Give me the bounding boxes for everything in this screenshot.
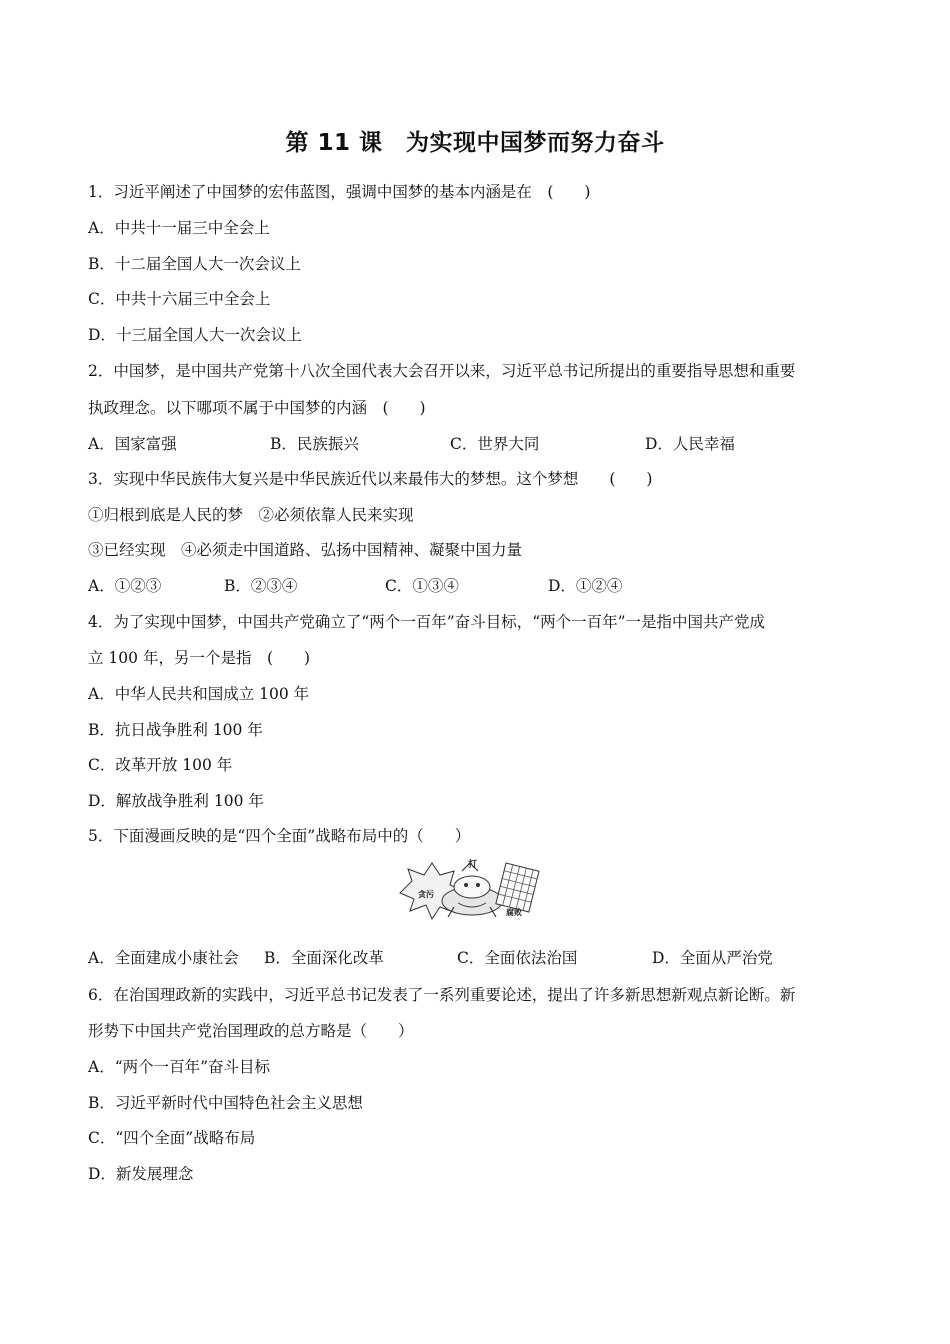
q4-stem-line1: 4．为了实现中国梦，中国共产党确立了“两个一百年”奋斗目标，“两个一百年”一是指中国共产党成 — [88, 613, 766, 631]
q1-option-c: C．中共十六届三中全会上 — [88, 290, 271, 308]
q5-option-c: C．全面依法治国 — [457, 949, 578, 967]
cartoon-label-left: 贪污 — [418, 890, 434, 899]
cartoon-label-right: 腐败 — [506, 908, 522, 917]
anti-corruption-cartoon — [398, 857, 550, 925]
q1-stem: 1．习近平阐述了中国梦的宏伟蓝图，强调中国梦的基本内涵是在 ( ) — [88, 183, 591, 201]
q1-option-b: B．十二届全国人大一次会议上 — [88, 255, 301, 273]
page-title: 第 11 课 为实现中国梦而努力奋斗 — [285, 130, 665, 156]
q4-option-d: D．解放战争胜利 100 年 — [88, 792, 264, 810]
q3-statement-2: ③已经实现 ④必须走中国道路、弘扬中国精神、凝聚中国力量 — [88, 541, 523, 559]
q2-option-a: A．国家富强 — [88, 435, 177, 453]
q6-option-a: A．“两个一百年”奋斗目标 — [88, 1058, 271, 1076]
q3-option-b: B．②③④ — [224, 577, 298, 595]
q3-option-c: C．①③④ — [385, 577, 459, 595]
q2-option-c: C．世界大同 — [450, 435, 540, 453]
q6-stem-line1: 6．在治国理政新的实践中，习近平总书记发表了一系列重要论述，提出了许多新思想新观点新论断。新 — [88, 986, 796, 1004]
cartoon-label-top: 打 — [468, 860, 478, 870]
q3-stem: 3．实现中华民族伟大复兴是中华民族近代以来最伟大的梦想。这个梦想 ( ) — [88, 470, 653, 488]
q2-option-d: D．人民幸福 — [645, 435, 735, 453]
q3-statement-1: ①归根到底是人民的梦 ②必须依靠人民来实现 — [88, 506, 414, 524]
q5-option-d: D．全面从严治党 — [652, 949, 773, 967]
q5-stem: 5．下面漫画反映的是“四个全面”战略布局中的（ ） — [88, 827, 471, 845]
q6-stem-line2: 形势下中国共产党治国理政的总方略是（ ） — [88, 1022, 414, 1040]
q2-option-b: B．民族振兴 — [270, 435, 359, 453]
q3-option-d: D．①②④ — [548, 577, 623, 595]
q6-option-b: B．习近平新时代中国特色社会主义思想 — [88, 1094, 363, 1112]
q3-option-a: A．①②③ — [88, 577, 162, 595]
q4-stem-line2: 立 100 年，另一个是指 ( ) — [88, 649, 311, 667]
q6-option-c: C．“四个全面”战略布局 — [88, 1129, 256, 1147]
q6-option-d: D．新发展理念 — [88, 1165, 194, 1183]
q4-option-b: B．抗日战争胜利 100 年 — [88, 721, 263, 739]
q4-option-a: A．中华人民共和国成立 100 年 — [88, 685, 310, 703]
q5-option-b: B．全面深化改革 — [264, 949, 384, 967]
q5-option-a: A．全面建成小康社会 — [88, 949, 239, 967]
q1-option-d: D．十三届全国人大一次会议上 — [88, 326, 302, 344]
q2-stem-line2: 执政理念。以下哪项不属于中国梦的内涵 ( ) — [88, 399, 426, 417]
q2-stem-line1: 2．中国梦，是中国共产党第十八次全国代表大会召开以来，习近平总书记所提出的重要指导思想和重要 — [88, 362, 796, 380]
q1-option-a: A．中共十一届三中全会上 — [88, 219, 270, 237]
q4-option-c: C．改革开放 100 年 — [88, 756, 233, 774]
